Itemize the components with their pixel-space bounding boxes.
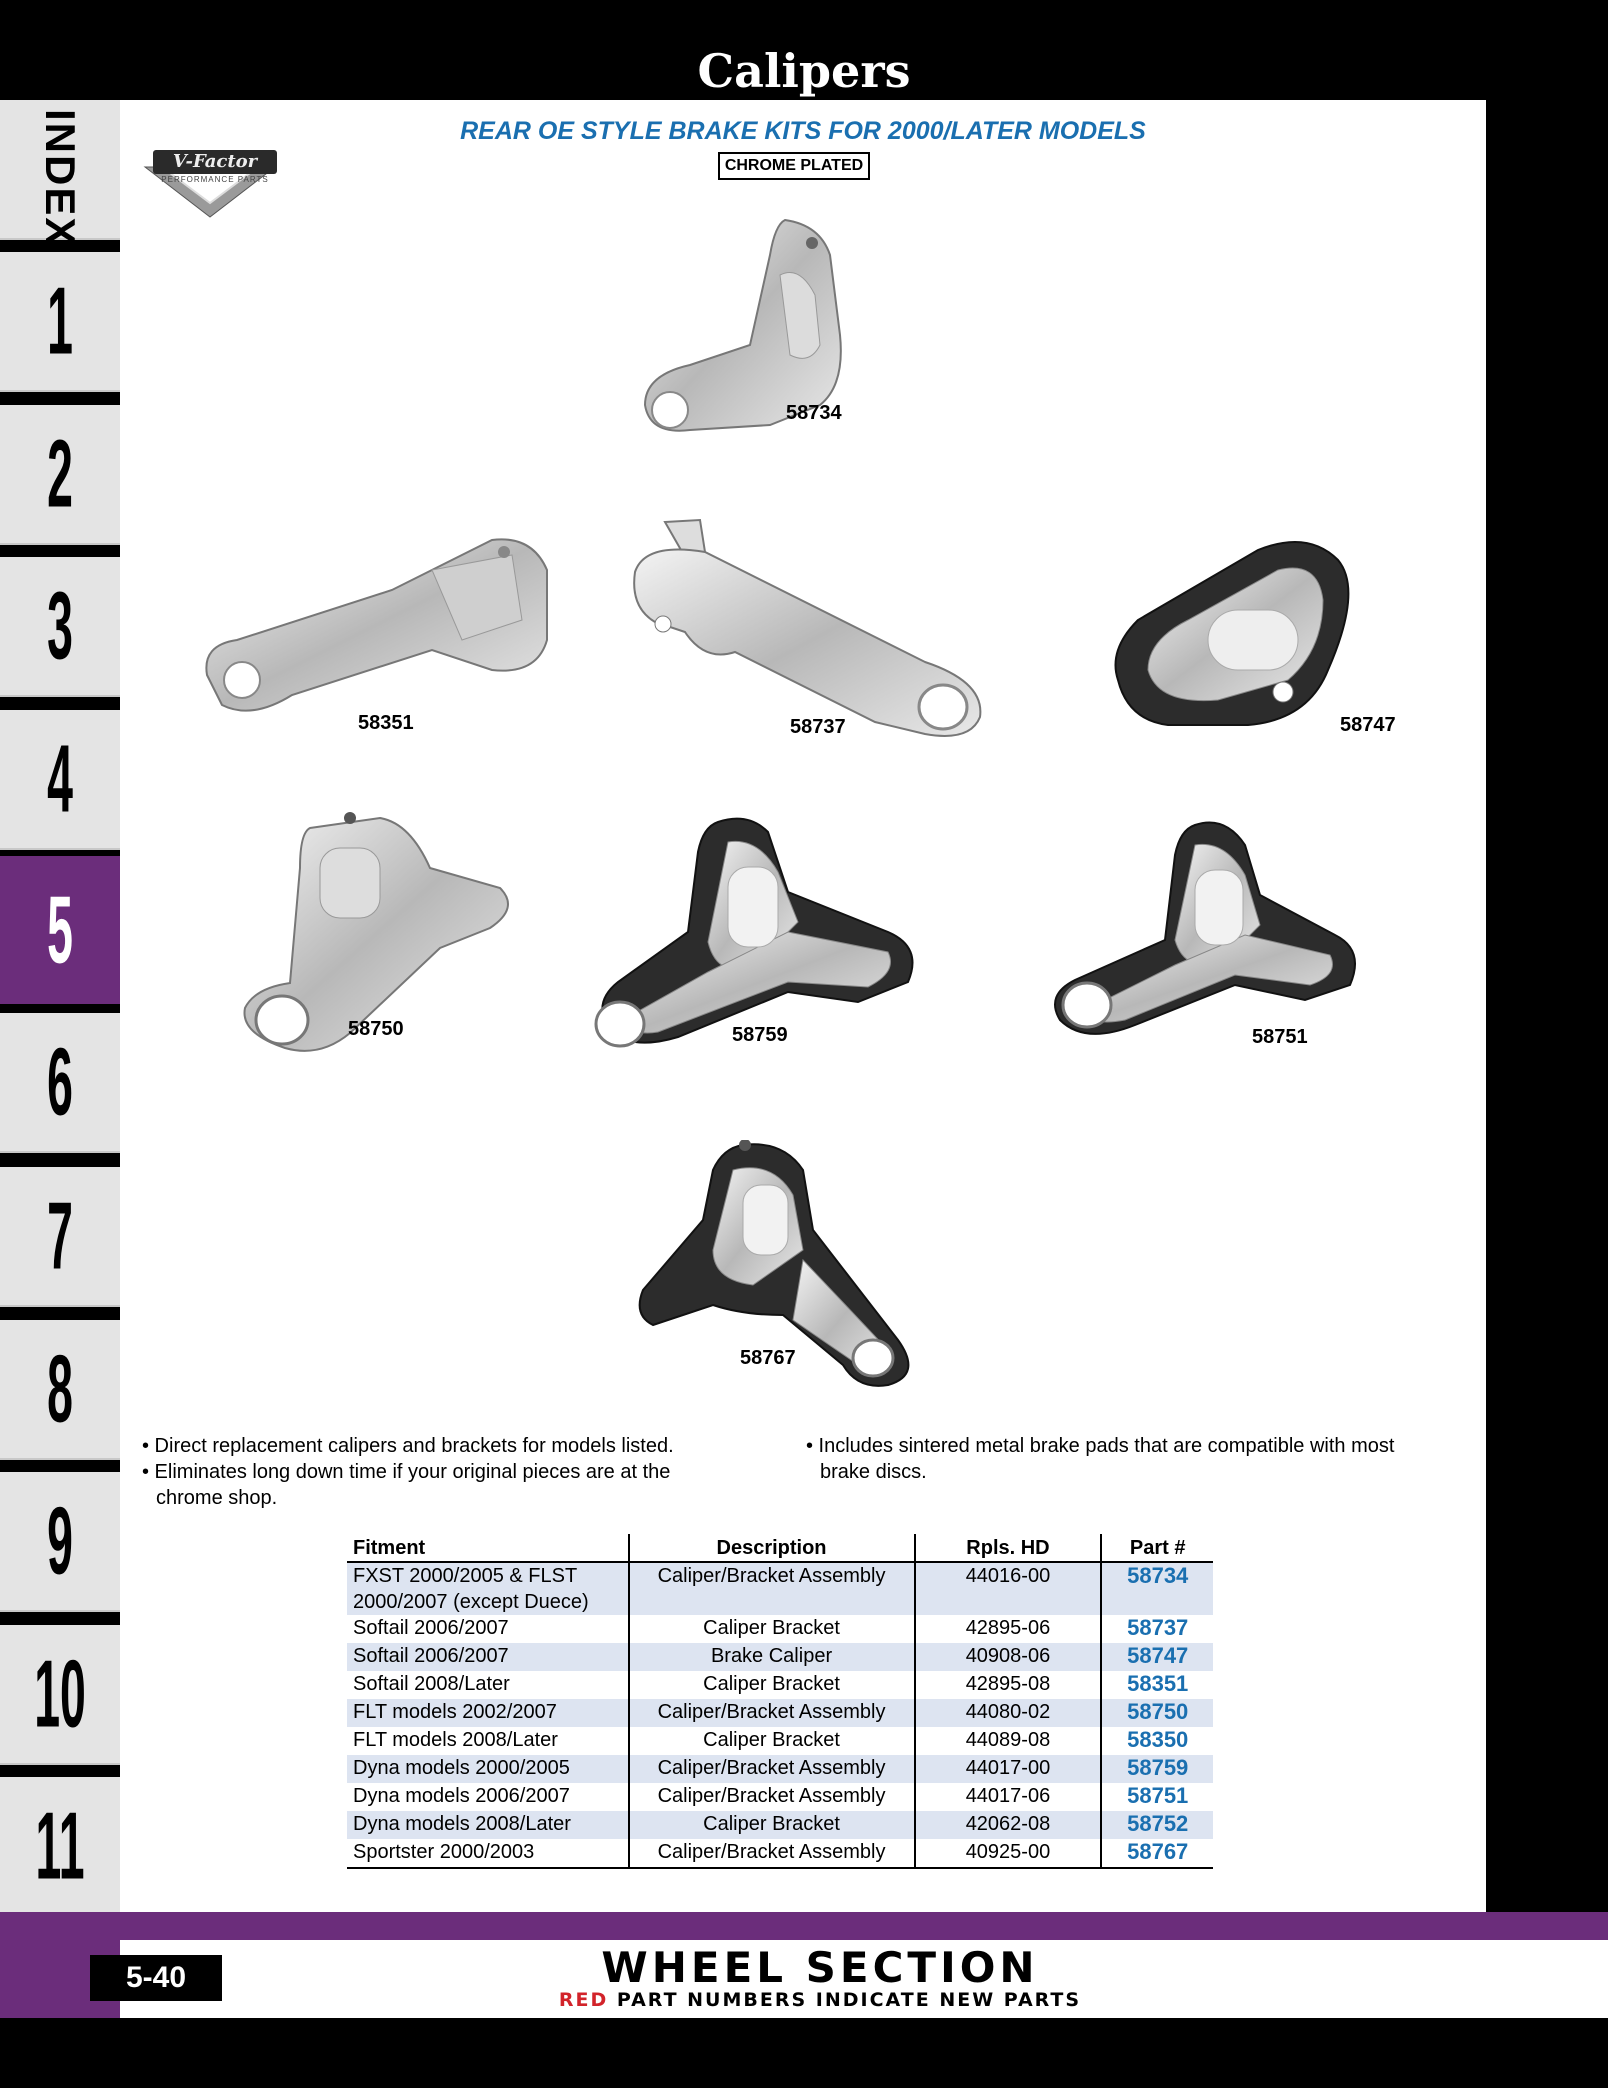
cell-description: Caliper Bracket <box>629 1615 915 1643</box>
cell-rpls-hd: 42895-06 <box>915 1615 1102 1643</box>
table-header-row <box>347 1534 1213 1562</box>
cell-rpls-hd: 42895-08 <box>915 1671 1102 1699</box>
cell-rpls-hd: 42062-08 <box>915 1811 1102 1839</box>
cell-description: Caliper/Bracket Assembly <box>629 1755 915 1783</box>
cell-part-number[interactable]: 58737 <box>1101 1615 1213 1643</box>
tab-11[interactable] <box>0 1777 120 1917</box>
part-label-58734: 58734 <box>786 402 842 424</box>
table-row <box>347 1643 1213 1671</box>
chrome-plated-badge: CHROME PLATED <box>718 152 870 180</box>
cell-description: Caliper Bracket <box>629 1671 915 1699</box>
cell-part-number[interactable]: 58351 <box>1101 1671 1213 1699</box>
tab-1[interactable] <box>0 252 120 392</box>
tab-7[interactable] <box>0 1167 120 1307</box>
cell-rpls-hd: 40925-00 <box>915 1839 1102 1868</box>
feature-list-left <box>142 1433 742 1511</box>
tab-6[interactable] <box>0 1013 120 1153</box>
table-row <box>347 1811 1213 1839</box>
tab-label: 4 <box>47 725 73 832</box>
cell-part-number[interactable]: 58759 <box>1101 1755 1213 1783</box>
table-row <box>347 1562 1213 1615</box>
cell-rpls-hd: 40908-06 <box>915 1643 1102 1671</box>
logo-subtext: PERFORMANCE PARTS <box>161 175 269 184</box>
table-row <box>347 1727 1213 1755</box>
tab-label: 10 <box>34 1640 86 1747</box>
footer-note-text: PART NUMBERS INDICATE NEW PARTS <box>608 1989 1082 2011</box>
tab-8[interactable] <box>0 1320 120 1460</box>
table-row <box>347 1755 1213 1783</box>
tab-3[interactable] <box>0 557 120 697</box>
cell-part-number[interactable]: 58767 <box>1101 1839 1213 1868</box>
cell-rpls-hd: 44080-02 <box>915 1699 1102 1727</box>
part-label-58751: 58751 <box>1252 1026 1308 1048</box>
tab-label: 9 <box>47 1487 73 1594</box>
fitment-table <box>347 1534 1213 1869</box>
column-header-part-number: Part # <box>1101 1534 1213 1562</box>
part-label-58750: 58750 <box>348 1018 404 1040</box>
tab-label: 11 <box>35 1792 85 1899</box>
column-header-description: Description <box>629 1534 915 1562</box>
table-row <box>347 1839 1213 1868</box>
tab-2[interactable] <box>0 405 120 545</box>
product-image-58759 <box>588 812 928 1052</box>
cell-fitment: Dyna models 2006/2007 <box>353 1785 570 1807</box>
tab-index[interactable] <box>0 100 120 248</box>
column-header-rpls-hd: Rpls. HD <box>915 1534 1102 1562</box>
tab-label: 7 <box>47 1182 73 1289</box>
cell-fitment: Softail 2008/Later <box>353 1673 510 1695</box>
part-label-58737: 58737 <box>790 716 846 738</box>
cell-part-number[interactable]: 58747 <box>1101 1643 1213 1671</box>
tab-9[interactable] <box>0 1472 120 1612</box>
tab-label: 1 <box>47 267 73 374</box>
column-header-fitment: Fitment <box>347 1534 629 1562</box>
product-image-58747 <box>1108 530 1368 730</box>
part-label-58747: 58747 <box>1340 714 1396 736</box>
cell-description: Brake Caliper <box>629 1643 915 1671</box>
tab-label: INDEX <box>37 109 84 248</box>
footer-section-title: WHEEL SECTION <box>601 1943 1039 1992</box>
cell-description: Caliper/Bracket Assembly <box>629 1699 915 1727</box>
table-row <box>347 1699 1213 1727</box>
part-label-58351: 58351 <box>358 712 414 734</box>
cell-rpls-hd: 44016-00 <box>915 1562 1102 1615</box>
tab-5[interactable] <box>0 850 120 1010</box>
tab-label: 3 <box>47 572 73 679</box>
tab-label: 2 <box>47 420 73 527</box>
cell-fitment: Dyna models 2008/Later <box>347 1811 629 1839</box>
cell-fitment: Dyna models 2000/2005 <box>347 1755 629 1783</box>
product-image-58751 <box>1045 815 1365 1045</box>
tab-label: 8 <box>47 1335 73 1442</box>
footer-note-red: RED <box>558 1989 609 2011</box>
table-row <box>347 1783 1213 1811</box>
tab-4[interactable] <box>0 710 120 850</box>
cell-rpls-hd: 44089-08 <box>915 1727 1102 1755</box>
footer-note <box>120 1989 1520 2011</box>
part-label-58759: 58759 <box>732 1024 788 1046</box>
cell-fitment: Softail 2006/2007 <box>353 1617 509 1639</box>
part-label-58767: 58767 <box>740 1347 796 1369</box>
cell-description: Caliper Bracket <box>629 1811 915 1839</box>
cell-part-number[interactable]: 58752 <box>1101 1811 1213 1839</box>
cell-part-number[interactable]: 58751 <box>1101 1783 1213 1811</box>
product-image-58351 <box>192 530 552 730</box>
feature-bullet: • Direct replacement calipers and brackets for models listed. <box>142 1435 674 1457</box>
cell-rpls-hd: 44017-06 <box>915 1783 1102 1811</box>
page-number: 5-40 <box>90 1955 222 2001</box>
cell-fitment: Softail 2006/2007 <box>347 1643 629 1671</box>
cell-description: Caliper Bracket <box>629 1727 915 1755</box>
footer-band <box>0 1912 1608 1940</box>
page-title: Calipers <box>697 44 911 98</box>
cell-fitment: Sportster 2000/2003 <box>347 1839 629 1868</box>
cell-fitment: FLT models 2008/Later <box>353 1729 558 1751</box>
cell-fitment: FXST 2000/2005 & FLST 2000/2007 (except Duece) <box>347 1562 629 1615</box>
cell-rpls-hd: 44017-00 <box>915 1755 1102 1783</box>
section-heading: REAR OE STYLE BRAKE KITS FOR 2000/LATER MODELS <box>460 117 1146 145</box>
feature-bullet: • Eliminates long down time if your original pieces are at the chrome shop. <box>142 1461 671 1509</box>
tab-10[interactable] <box>0 1625 120 1765</box>
logo-text: V-Factor <box>153 150 277 174</box>
feature-bullet: • Includes sintered metal brake pads that are compatible with most brake discs. <box>806 1435 1395 1483</box>
cell-description: Caliper/Bracket Assembly <box>629 1839 915 1868</box>
tab-label: 6 <box>47 1028 73 1135</box>
cell-part-number[interactable]: 58350 <box>1101 1727 1213 1755</box>
product-image-58737 <box>625 512 995 742</box>
cell-description: Caliper/Bracket Assembly <box>629 1783 915 1811</box>
tab-label: 5 <box>47 876 73 983</box>
feature-list-right <box>806 1433 1426 1485</box>
header-bar <box>0 0 1608 100</box>
table-row <box>347 1615 1213 1643</box>
cell-fitment: FLT models 2002/2007 <box>347 1699 629 1727</box>
cell-description: Caliper/Bracket Assembly <box>629 1562 915 1615</box>
cell-part-number[interactable]: 58750 <box>1101 1699 1213 1727</box>
cell-part-number[interactable]: 58734 <box>1101 1562 1213 1615</box>
table-row <box>347 1671 1213 1699</box>
